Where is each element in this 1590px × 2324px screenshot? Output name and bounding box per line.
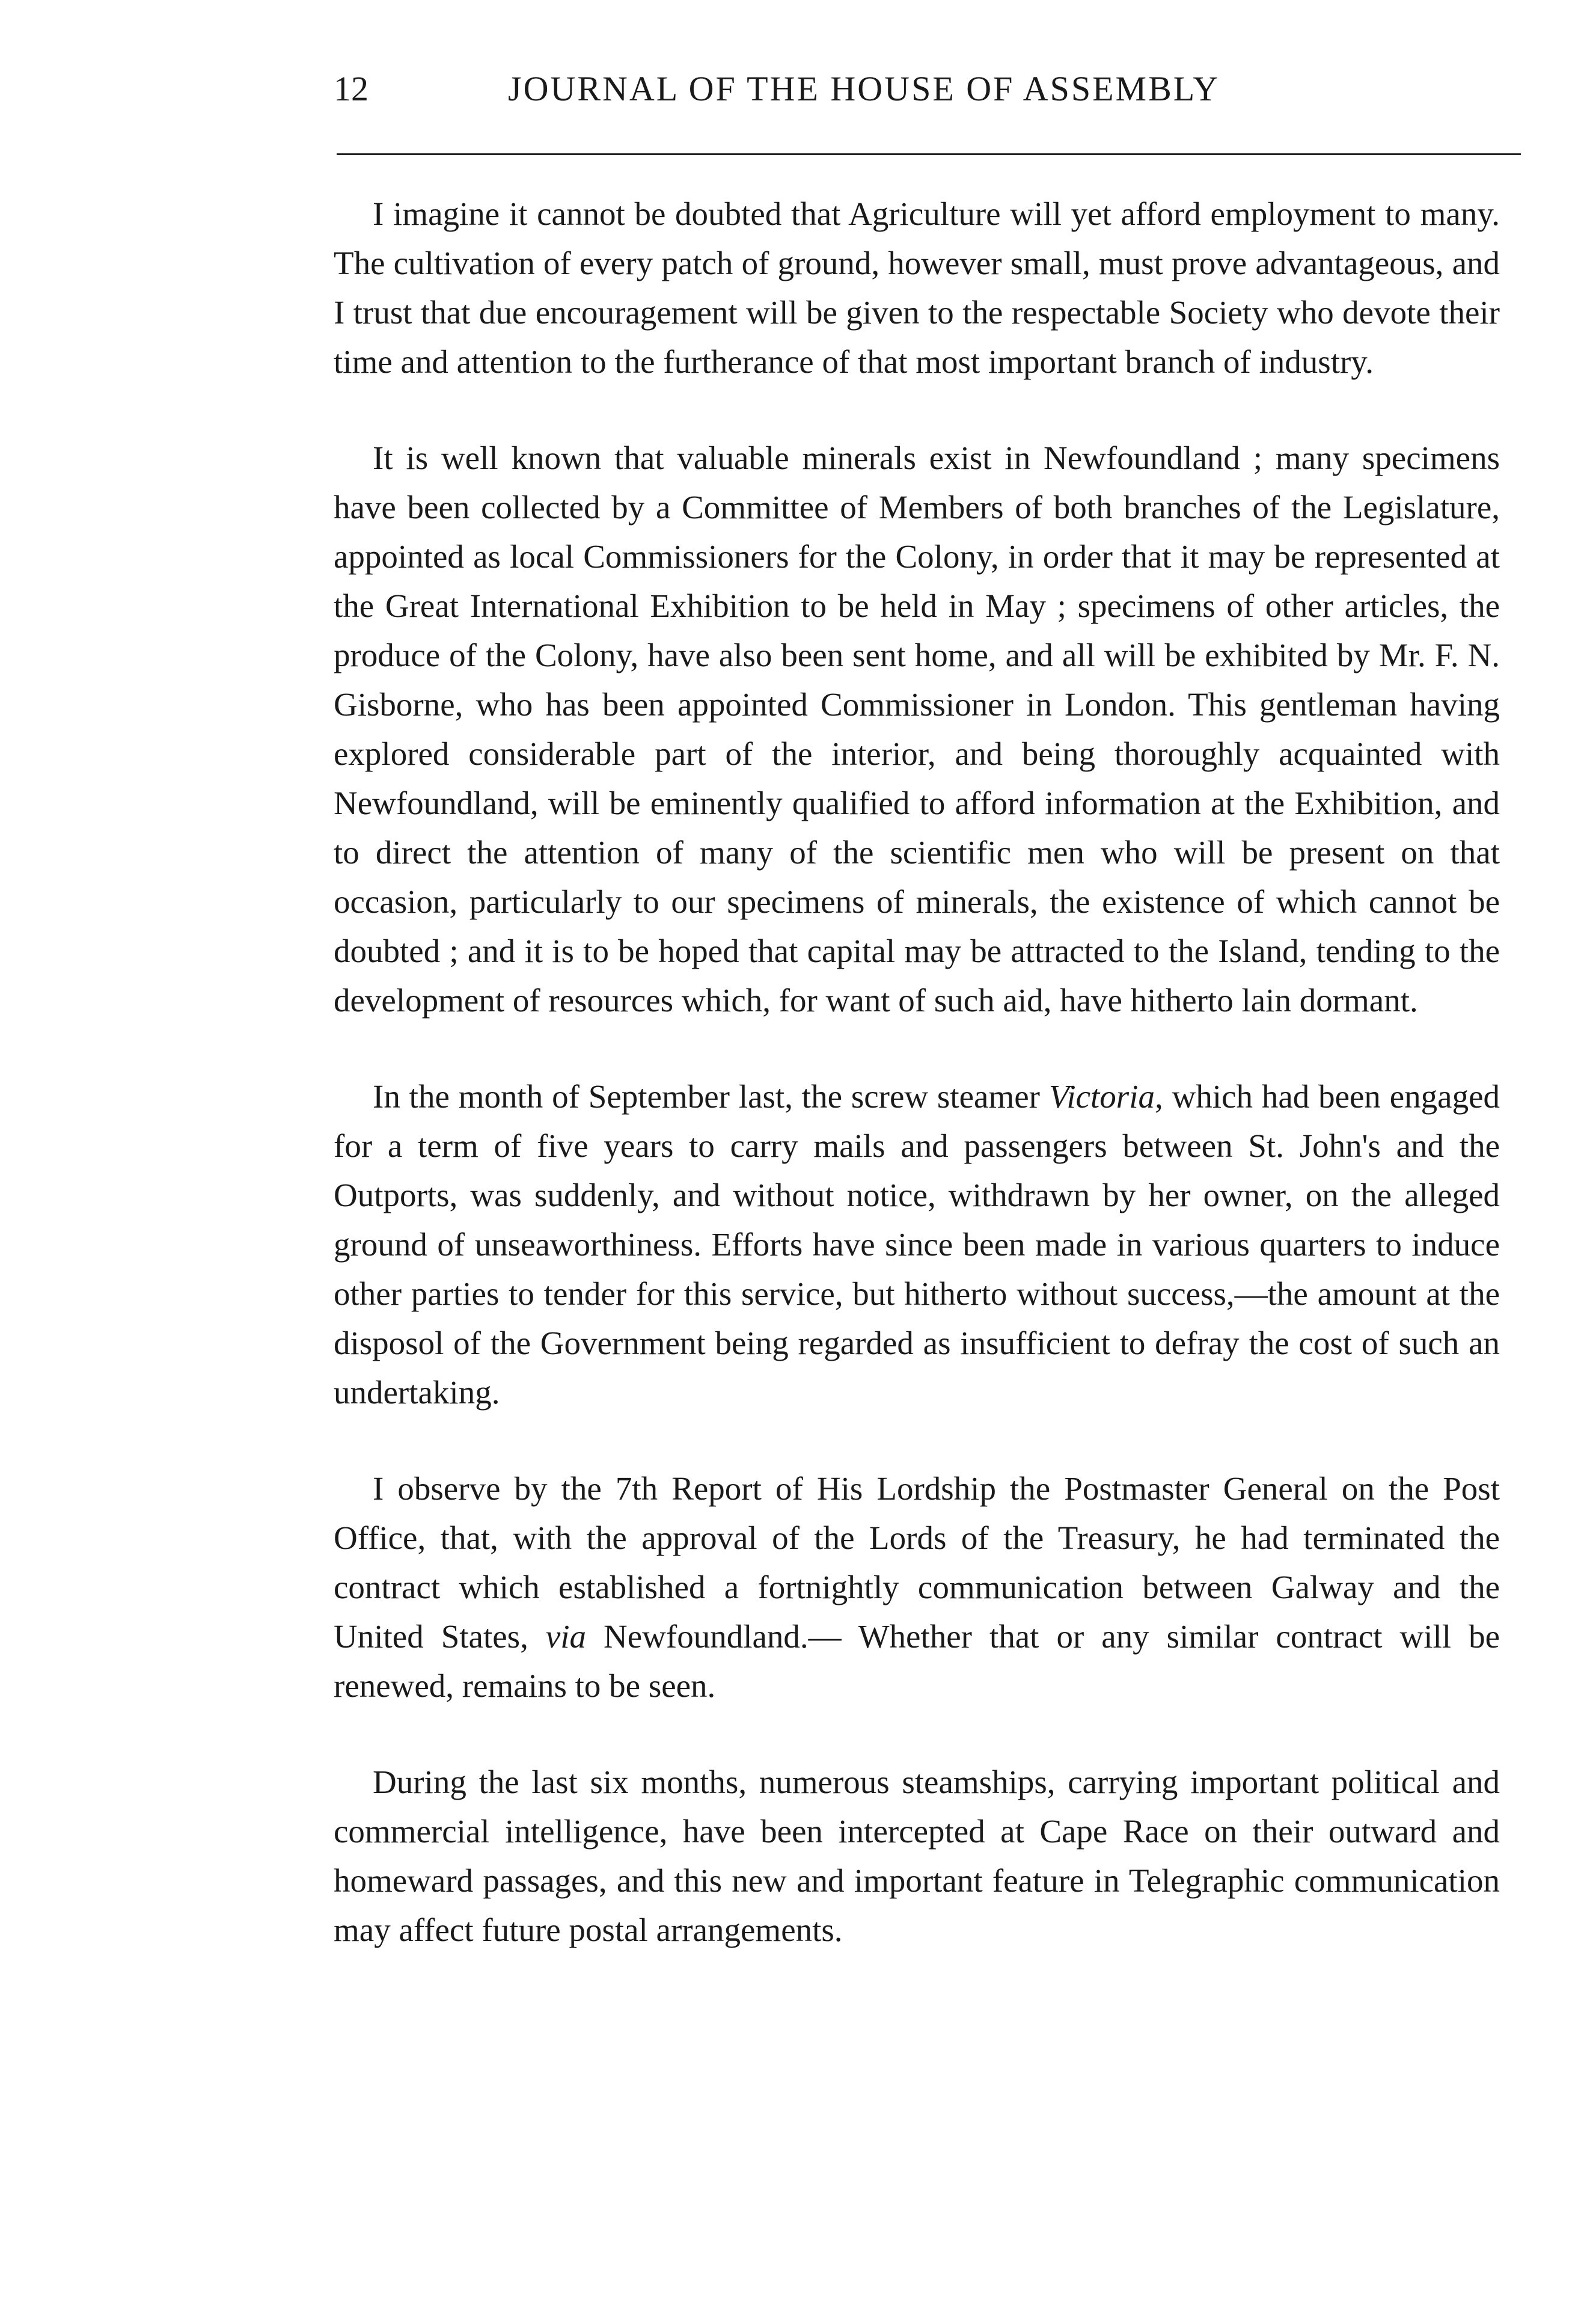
paragraph-telegraph: During the last six months, numerous steamships, carrying important political and commercial intelligence, have been intercepted at Cape Race on their outward and homeward passages, and this new and important feature in Telegraphic communication may affect future postal arrangements.	[334, 1764, 1500, 1948]
paragraph-steamer-text-after: which had been engaged for a term of five years to carry mails and passengers between St. John's and the Outports, was suddenly, and without notice, withdrawn by her owner, on the alleged ground of unseaworthiness. Efforts have since been made in various quarters to induce other parties to tender for this service, but hitherto without success,—the amount at the disposol of the Government being regarded as insufficient to defray the cost of such an undertaking.	[334, 1078, 1500, 1411]
paragraph-post-office	[334, 1464, 1500, 1711]
paragraph-post-office-text-before: I observe by the 7th Report of His Lordship the Postmaster General on the Post Office, that, with the approval of the Lords of the Treasury, he had terminated the contract which established a fortnightly communication between Galway and the United States,	[334, 1470, 1500, 1655]
paragraph-agriculture: I imagine it cannot be doubted that Agriculture will yet afford employment to many. The cultivation of every patch of ground, however small, must prove advantageous, and I trust that due encouragement will be given to the respectable Society who devote their time and attention to the furtherance of that most important branch of industry.	[334, 195, 1500, 380]
paragraph-post-office-text-after: Newfoundland.— Whether that or any similar contract will be renewed, remains to be seen.	[334, 1618, 1500, 1704]
header-rule	[337, 153, 1521, 155]
paragraph-steamer-text-before: In the month of September last, the screw steamer	[373, 1078, 1049, 1115]
page-header	[334, 65, 1521, 113]
paragraph-steamer	[334, 1072, 1500, 1417]
ship-name-victoria: Victoria,	[1048, 1078, 1163, 1115]
page-number: 12	[334, 69, 368, 108]
page-body	[334, 189, 1500, 1955]
word-via: via	[545, 1618, 587, 1655]
running-title: JOURNAL OF THE HOUSE OF ASSEMBLY	[508, 69, 1220, 108]
paragraph-minerals: It is well known that valuable minerals exist in Newfoundland ; many specimens have been collected by a Committee of Members of both branches of the Legislature, appointed as local Commissioners for the Colony, in order that it may be represented at the Great International Exhibition to be held in May ; specimens of other articles, the produce of the Colony, have also been sent home, and all will be exhibited by Mr. F. N. Gisborne, who has been appointed Commissioner in London. This gentleman having explored considerable part of the interior, and being thoroughly acquainted with Newfoundland, will be eminently qualified to afford information at the Exhibition, and to direct the attention of many of the scientific men who will be present on that occasion, particularly to our specimens of minerals, the existence of which cannot be doubted ; and it is to be hoped that capital may be attracted to the Island, tending to the development of resources which, for want of such aid, have hitherto lain dormant.	[334, 440, 1500, 1019]
